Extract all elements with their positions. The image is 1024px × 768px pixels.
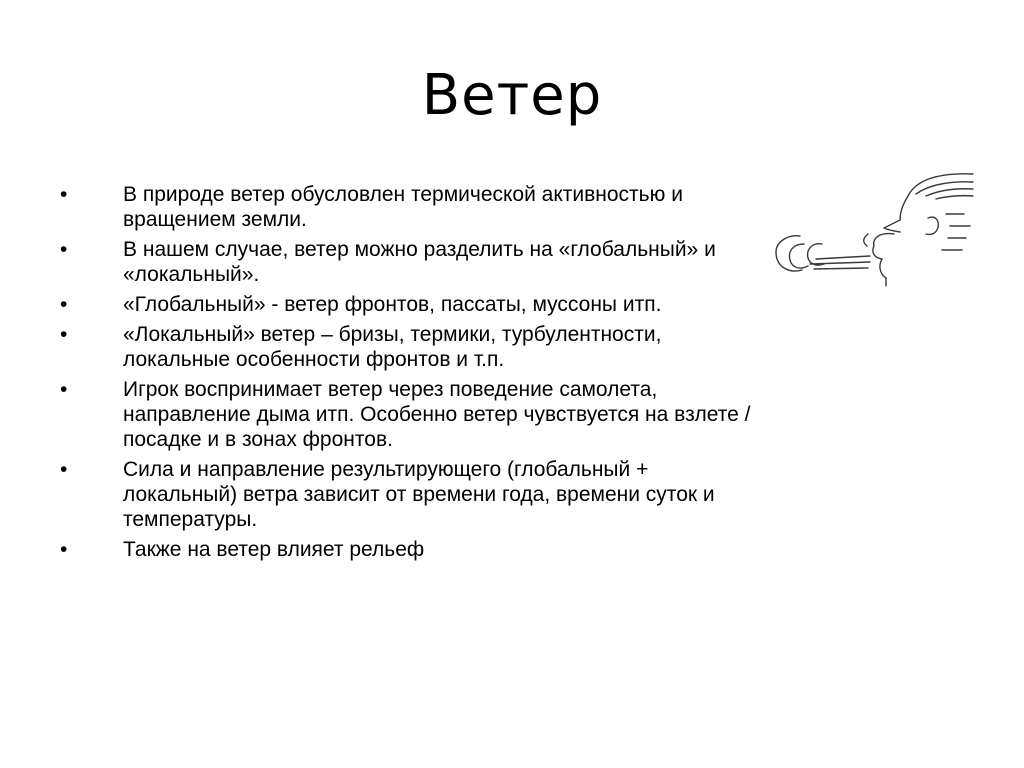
bullet-icon: • <box>60 238 68 261</box>
bullet-text: В нашем случае, ветер можно разделить на «глобальный» и «локальный». <box>123 238 716 286</box>
bullet-text: Сила и направление результирующего (глобальный + локальный) ветра зависит от времени года, времени суток и температуры. <box>123 458 715 531</box>
bullet-item <box>60 537 760 562</box>
bullet-list <box>60 182 760 567</box>
bullet-item <box>60 292 760 317</box>
bullet-item <box>60 457 760 532</box>
bullet-icon: • <box>60 378 68 401</box>
bullet-item <box>60 377 760 452</box>
blowing-wind-face-icon <box>770 168 976 292</box>
bullet-text: «Глобальный» - ветер фронтов, пассаты, муссоны итп. <box>123 293 662 316</box>
bullet-item <box>60 322 760 372</box>
bullet-text: «Локальный» ветер – бризы, термики, турбулентности, локальные особенности фронтов и т.п. <box>123 323 662 371</box>
bullet-text: В природе ветер обусловлен термической активностью и вращением земли. <box>123 183 683 231</box>
slide-title: Ветер <box>421 63 603 128</box>
bullet-text: Игрок воспринимает ветер через поведение самолета, направление дыма итп. Особенно ветер чувствуется на взлете / посадке и в зонах фронтов. <box>123 378 751 451</box>
bullet-icon: • <box>60 538 68 561</box>
bullet-icon: • <box>60 183 68 206</box>
bullet-item <box>60 237 760 287</box>
bullet-icon: • <box>60 323 68 346</box>
bullet-icon: • <box>60 458 68 481</box>
bullet-icon: • <box>60 293 68 316</box>
bullet-item <box>60 182 760 232</box>
bullet-text: Также на ветер влияет рельеф <box>123 538 425 561</box>
